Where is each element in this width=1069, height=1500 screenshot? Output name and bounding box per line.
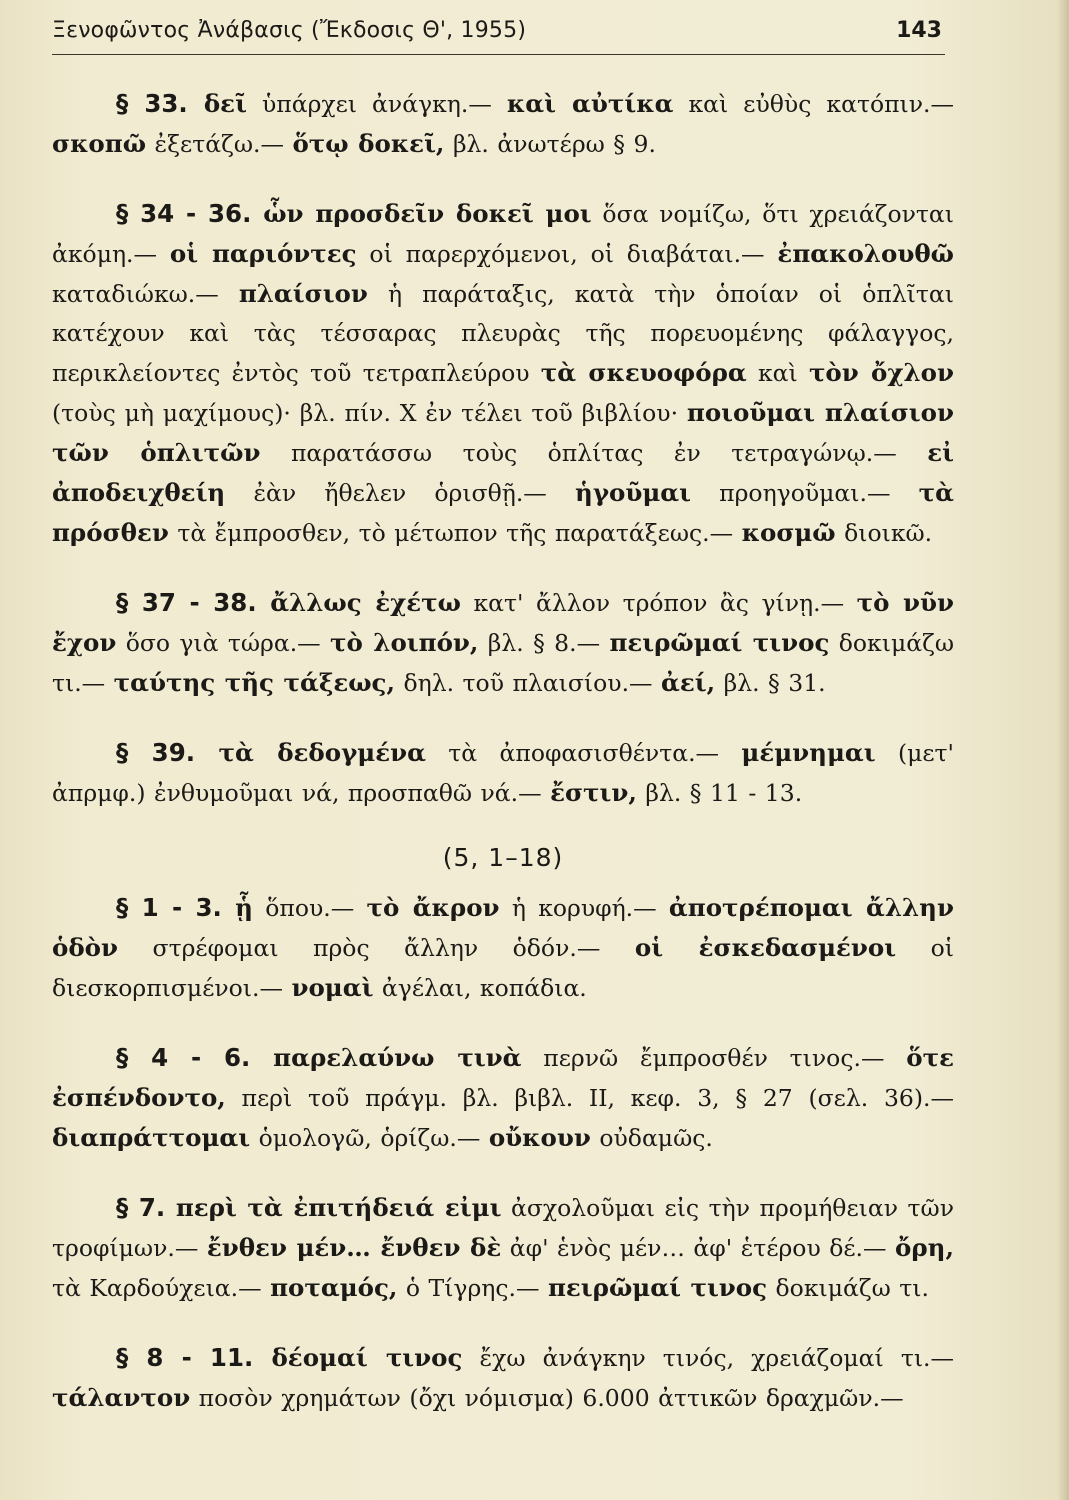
lemma: παρελαύνω τινὰ	[250, 1043, 522, 1072]
gloss-text: στρέφομαι πρὸς ἄλλην ὁδόν.—	[118, 934, 635, 962]
commentary-paragraph	[52, 84, 954, 164]
lemma: κοσμῶ	[741, 518, 836, 547]
commentary-paragraph	[52, 1038, 954, 1158]
gloss-text: τὰ Καρδούχεια.—	[52, 1274, 271, 1302]
lemma: πειρῶμαί τινος	[609, 628, 830, 657]
gloss-text: παρατάσσω τοὺς ὁπλίτας ἐν τετραγώνῳ.—	[260, 439, 928, 467]
lemma: νομαὶ	[291, 973, 374, 1002]
lemma: ᾗ	[221, 893, 253, 922]
lemma: τὰ σκευοφόρα	[540, 358, 747, 387]
gloss-text: ἔχω ἀνάγκην τινός, χρειάζομαί τι.—	[462, 1344, 954, 1372]
commentary-paragraph	[52, 194, 954, 553]
lemma: ἔστιν,	[550, 778, 637, 807]
lemma: ὧν προσδεῖν δοκεῖ μοι	[251, 199, 592, 228]
lemma: ἡγοῦμαι	[575, 478, 691, 507]
section-number: § 8 - 11.	[116, 1343, 254, 1372]
commentary-paragraph	[52, 1338, 954, 1418]
gloss-text: ἀφ' ἑνὸς μέν… ἀφ' ἑτέρου δέ.—	[501, 1234, 896, 1262]
gloss-text: περνῶ ἔμπροσθέν τινος.—	[521, 1044, 907, 1072]
gloss-text: βλ. § 11 - 13.	[636, 779, 803, 807]
lemma: περὶ τὰ ἐπιτήδειά εἰμι	[165, 1193, 502, 1222]
gloss-text: ἐξετάζω.—	[146, 130, 293, 158]
gloss-text: οἱ παρερχόμενοι, οἱ διαβάται.—	[356, 240, 778, 268]
gloss-text: βλ. § 31.	[715, 669, 826, 697]
gloss-text: ὅσα νομίζω, ὅτι χρειάζονται ἀκόμη.—	[52, 200, 954, 268]
lemma: οἱ παριόντες	[169, 239, 357, 268]
gloss-text: δοκιμάζω τι.	[767, 1274, 929, 1302]
commentary-paragraph	[52, 733, 954, 813]
lemma: μέμνημαι	[741, 738, 876, 767]
running-header	[52, 16, 942, 56]
gloss-text: (τοὺς μὴ μαχίμους)· βλ. πίν. Χ ἐν τέλει τοῦ βιβλίου·	[52, 399, 687, 427]
commentary-paragraph	[52, 888, 954, 1008]
lemma: ἔνθεν μέν… ἔνθεν δὲ	[206, 1233, 502, 1262]
header-rule	[52, 54, 945, 55]
lemma: τὸ νῦν ἔχον	[52, 588, 954, 657]
gloss-text: καὶ εὐθὺς κατόπιν.—	[673, 90, 955, 118]
lemma: οὔκουν	[488, 1123, 591, 1152]
lemma: τὸν ὄχλον	[808, 358, 955, 387]
gloss-text: καὶ	[746, 359, 809, 387]
section-number: § 37 - 38.	[116, 588, 257, 617]
commentary-block-1	[52, 84, 954, 813]
commentary-body	[52, 84, 954, 1448]
lemma: εἰ ἀποδειχθείη	[52, 438, 954, 507]
gloss-text: τὰ ἔμπροσθεν, τὸ μέτωπον τῆς παρατάξεως.—	[168, 519, 742, 547]
lemma: ὄρη,	[895, 1233, 954, 1262]
gloss-text: βλ. ἀνωτέρω § 9.	[444, 130, 656, 158]
gloss-text: ὁμολογῶ, ὁρίζω.—	[250, 1124, 489, 1152]
gloss-text: καταδιώκω.—	[52, 280, 239, 308]
gloss-text: ἡ παράταξις, κατὰ τὴν ὁποίαν οἱ ὁπλῖται κατέχουν καὶ τὰς τέσσαρας πλευρὰς τῆς πορευομένης φάλαγγος, περικλείοντες ἐντὸς τοῦ τετραπλεύρου	[52, 280, 954, 387]
commentary-paragraph	[52, 1188, 954, 1308]
lemma: δεῖ	[187, 89, 247, 118]
lemma: οἱ ἐσκεδασμένοι	[634, 933, 897, 962]
gloss-text: ἀγέλαι, κοπάδια.	[373, 974, 587, 1002]
gloss-text: τὰ ἀποφασισθέντα.—	[425, 739, 742, 767]
page-edge-shadow	[1057, 0, 1069, 1500]
section-number: § 4 - 6.	[116, 1043, 251, 1072]
page-number: 143	[896, 18, 942, 43]
gloss-text: ποσὸν χρημάτων (ὄχι νόμισμα) 6.000 ἀττικῶν δραχμῶν.—	[190, 1384, 904, 1412]
gloss-text: ἐὰν ἤθελεν ὁρισθῇ.—	[225, 479, 575, 507]
lemma: ποταμός,	[270, 1273, 398, 1302]
gloss-text: ἀσχολοῦμαι εἰς τὴν προμήθειαν τῶν τροφίμων.—	[52, 1194, 954, 1262]
gloss-text: ὁ Τίγρης.—	[397, 1274, 548, 1302]
lemma: τάλαντον	[52, 1383, 191, 1412]
lemma: τὰ δεδογμένα	[195, 738, 426, 767]
section-number: § 7.	[116, 1193, 166, 1222]
gloss-text: βλ. § 8.—	[478, 629, 610, 657]
lemma: διαπράττομαι	[52, 1123, 251, 1152]
gloss-text: περὶ τοῦ πράγμ. βλ. βιβλ. II, κεφ. 3, § 27 (σελ. 36).—	[225, 1084, 954, 1112]
header-title: Ξενοφῶντος Ἀνάβασις (Ἔκδοσις Θ', 1955)	[52, 18, 527, 43]
gloss-text: (μετ' ἀπρμφ.) ἐνθυμοῦμαι νά, προσπαθῶ νά.—	[52, 739, 955, 807]
lemma: σκοπῶ	[52, 129, 147, 158]
lemma: ἀποτρέπομαι ἄλλην ὁδὸν	[52, 893, 954, 962]
gloss-text: προηγοῦμαι.—	[690, 479, 919, 507]
gloss-text: ὅσο γιὰ τώρα.—	[116, 629, 331, 657]
section-number: § 1 - 3.	[116, 893, 222, 922]
lemma: ἀεί,	[661, 668, 716, 697]
lemma: ἄλλως ἐχέτω	[256, 588, 461, 617]
gloss-text: ὅπου.—	[252, 894, 367, 922]
lemma: ταύτης τῆς τάξεως,	[113, 668, 396, 697]
section-number: § 34 - 36.	[116, 199, 252, 228]
lemma: δέομαί τινος	[253, 1343, 463, 1372]
commentary-block-2	[52, 888, 954, 1418]
lemma: ὅτῳ δοκεῖ,	[292, 129, 445, 158]
gloss-text: ὑπάρχει ἀνάγκη.—	[246, 90, 507, 118]
gloss-text: δηλ. τοῦ πλαισίου.—	[395, 669, 662, 697]
chapter-heading: (5, 1–18)	[442, 843, 564, 872]
gloss-text: δοκιμάζω τι.—	[52, 629, 954, 697]
gloss-text: κατ' ἄλλον τρόπον ἂς γίνῃ.—	[460, 589, 857, 617]
gloss-text: ἡ κορυφή.—	[499, 894, 669, 922]
lemma: πλαίσιον	[238, 279, 368, 308]
section-number: § 33.	[116, 89, 188, 118]
lemma: ἐπακολουθῶ	[777, 239, 954, 268]
lemma: τὸ λοιπόν,	[330, 628, 479, 657]
lemma: τὰ πρόσθεν	[52, 478, 955, 547]
gloss-text: οὐδαμῶς.	[590, 1124, 713, 1152]
gloss-text: οἱ διεσκορπισμένοι.—	[52, 934, 954, 1002]
section-number: § 39.	[116, 738, 196, 767]
lemma: πειρῶμαί τινος	[547, 1273, 768, 1302]
lemma: τὸ ἄκρον	[366, 893, 500, 922]
gloss-text: διοικῶ.	[835, 519, 933, 547]
lemma: ποιοῦμαι πλαίσιον τῶν ὁπλιτῶν	[52, 398, 954, 467]
lemma: καὶ αὐτίκα	[506, 89, 674, 118]
lemma: ὅτε ἐσπένδοντο,	[52, 1043, 954, 1112]
commentary-paragraph	[52, 583, 954, 703]
